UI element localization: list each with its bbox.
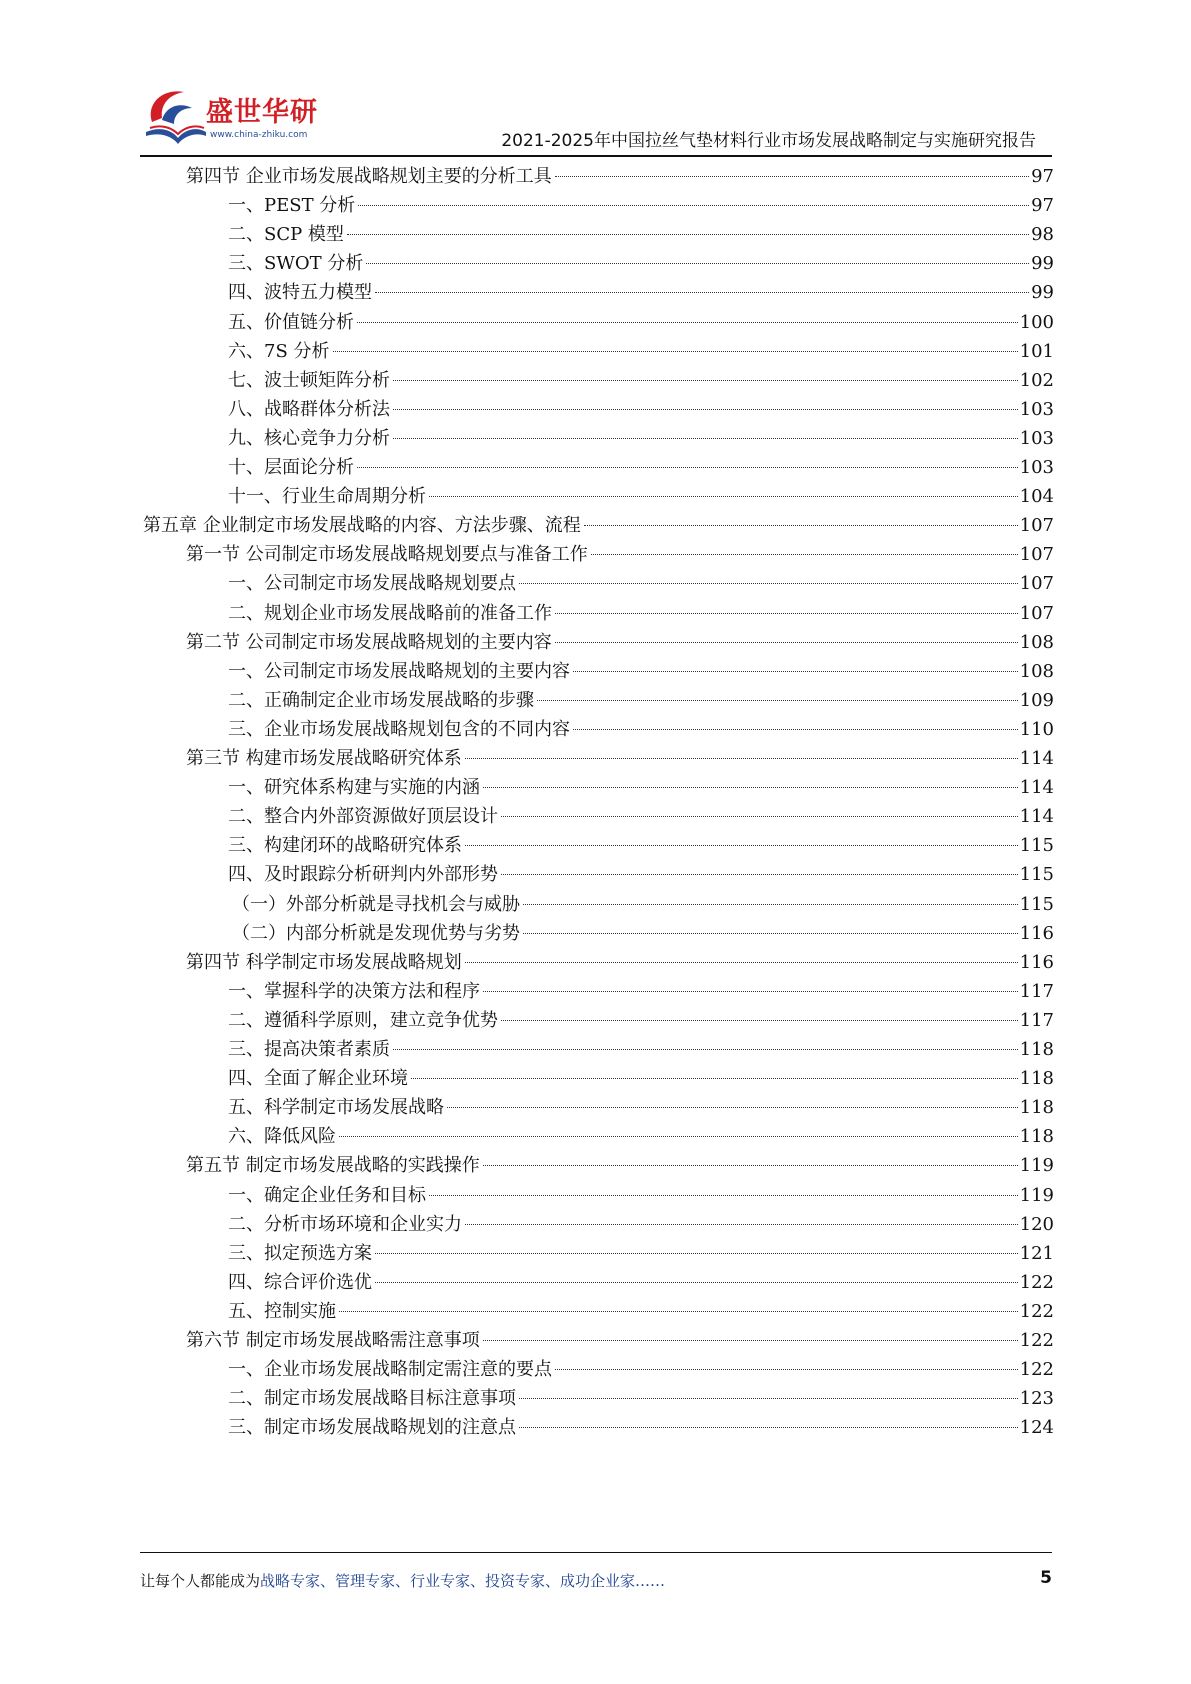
toc-entry-page: 115 bbox=[1019, 893, 1054, 915]
toc-entry[interactable] bbox=[186, 1326, 1054, 1354]
toc-entry-label: 三、提高决策者素质 bbox=[228, 1039, 390, 1060]
company-logo bbox=[140, 82, 318, 148]
toc-entry[interactable] bbox=[228, 802, 1054, 830]
toc-entry-label: 二、正确制定企业市场发展战略的步骤 bbox=[228, 689, 534, 711]
toc-dot-leader bbox=[501, 816, 1018, 817]
toc-entry-page: 110 bbox=[1019, 718, 1054, 740]
toc-dot-leader bbox=[465, 758, 1018, 759]
toc-dot-leader bbox=[347, 234, 1029, 235]
toc-dot-leader bbox=[501, 1020, 1018, 1021]
toc-entry-label: 三、SWOT 分析 bbox=[228, 253, 364, 275]
toc-entry[interactable] bbox=[228, 773, 1054, 801]
toc-entry-label: 六、降低风险 bbox=[228, 1126, 336, 1148]
toc-entry[interactable] bbox=[228, 249, 1054, 277]
toc-dot-leader bbox=[584, 525, 1018, 526]
toc-entry-label: 三、企业市场发展战略规划包含的不同内容 bbox=[228, 718, 570, 740]
toc-entry[interactable] bbox=[228, 1413, 1054, 1441]
toc-entry[interactable] bbox=[228, 715, 1054, 743]
toc-entry-page: 119 bbox=[1019, 1155, 1054, 1177]
toc-dot-leader bbox=[375, 1282, 1018, 1283]
toc-entry[interactable] bbox=[186, 948, 1054, 976]
toc-entry-page: 123 bbox=[1019, 1388, 1054, 1410]
report-title: 2021-2025年中国拉丝气垫材料行业市场发展战略制定与实施研究报告 bbox=[501, 131, 1036, 151]
toc-entry-label: 第四节 企业市场发展战略规划主要的分析工具 bbox=[186, 166, 552, 187]
toc-entry-label: 一、掌握科学的决策方法和程序 bbox=[228, 980, 480, 1002]
toc-entry-page: 108 bbox=[1019, 631, 1054, 653]
toc-entry[interactable] bbox=[228, 860, 1054, 888]
toc-entry[interactable] bbox=[228, 1122, 1054, 1150]
toc-dot-leader bbox=[393, 1049, 1018, 1050]
toc-entry[interactable] bbox=[228, 1064, 1054, 1092]
toc-entry-label: （一）外部分析就是寻找机会与威胁 bbox=[232, 893, 520, 915]
toc-dot-leader bbox=[465, 962, 1018, 963]
toc-entry[interactable] bbox=[228, 191, 1054, 219]
toc-entry-page: 103 bbox=[1019, 427, 1054, 449]
toc-entry-label: 一、公司制定市场发展战略规划的主要内容 bbox=[228, 660, 570, 682]
toc-entry-page: 103 bbox=[1019, 398, 1054, 420]
toc-entry[interactable] bbox=[186, 744, 1054, 772]
toc-entry[interactable] bbox=[228, 308, 1054, 336]
toc-entry[interactable] bbox=[186, 162, 1054, 190]
toc-entry[interactable] bbox=[228, 831, 1054, 859]
page-footer bbox=[140, 1570, 1052, 1591]
toc-dot-leader bbox=[555, 613, 1018, 614]
toc-entry-label: 八、战略群体分析法 bbox=[228, 398, 390, 420]
toc-entry-page: 107 bbox=[1019, 602, 1054, 624]
toc-dot-leader bbox=[339, 1136, 1018, 1137]
toc-dot-leader bbox=[555, 1369, 1018, 1370]
footer-slogan-accent: 战略专家、管理专家、行业专家、投资专家、成功企业家…… bbox=[260, 1572, 666, 1590]
toc-entry-label: 二、分析市场环境和企业实力 bbox=[228, 1213, 462, 1235]
toc-entry-page: 107 bbox=[1019, 515, 1054, 537]
toc-entry-page: 124 bbox=[1019, 1417, 1054, 1439]
header-divider bbox=[140, 155, 1052, 157]
toc-dot-leader bbox=[339, 1311, 1018, 1312]
toc-entry[interactable] bbox=[228, 1384, 1054, 1412]
toc-entry-page: 97 bbox=[1031, 195, 1054, 217]
toc-dot-leader bbox=[591, 554, 1018, 555]
toc-entry[interactable] bbox=[228, 1210, 1054, 1238]
toc-entry[interactable] bbox=[228, 1268, 1054, 1296]
toc-dot-leader bbox=[393, 438, 1018, 439]
toc-entry-page: 118 bbox=[1019, 1126, 1054, 1148]
toc-entry[interactable] bbox=[228, 657, 1054, 685]
toc-dot-leader bbox=[429, 496, 1018, 497]
toc-entry-label: 四、及时跟踪分析研判内外部形势 bbox=[228, 864, 498, 886]
toc-entry[interactable] bbox=[186, 628, 1054, 656]
toc-entry-page: 115 bbox=[1019, 835, 1054, 857]
toc-dot-leader bbox=[555, 642, 1018, 643]
toc-entry-label: 第五章 企业制定市场发展战略的内容、方法步骤、流程 bbox=[143, 515, 581, 537]
toc-dot-leader bbox=[357, 467, 1018, 468]
toc-entry-page: 114 bbox=[1019, 806, 1054, 828]
toc-entry-label: 五、控制实施 bbox=[228, 1300, 336, 1322]
toc-entry-page: 121 bbox=[1019, 1242, 1054, 1264]
toc-dot-leader bbox=[537, 700, 1018, 701]
toc-dot-leader bbox=[519, 1427, 1018, 1428]
footer-divider bbox=[140, 1552, 1052, 1553]
toc-entry-page: 117 bbox=[1019, 980, 1054, 1002]
toc-entry-page: 122 bbox=[1019, 1300, 1054, 1322]
footer-slogan-lead: 让每个人都能成为 bbox=[140, 1572, 261, 1590]
toc-entry-page: 107 bbox=[1019, 544, 1054, 566]
toc-entry-label: 三、构建闭环的战略研究体系 bbox=[228, 835, 462, 857]
toc-entry-label: 一、确定企业任务和目标 bbox=[228, 1184, 426, 1206]
toc-entry-label: 四、综合评价选优 bbox=[228, 1271, 372, 1293]
toc-entry-page: 99 bbox=[1031, 282, 1054, 304]
toc-entry[interactable] bbox=[228, 1355, 1054, 1383]
toc-entry[interactable] bbox=[228, 453, 1054, 481]
toc-dot-leader bbox=[523, 933, 1018, 934]
toc-entry[interactable] bbox=[228, 1181, 1054, 1209]
toc-entry[interactable] bbox=[228, 599, 1054, 627]
toc-entry[interactable] bbox=[228, 1239, 1054, 1267]
toc-entry-page: 122 bbox=[1019, 1271, 1054, 1293]
toc-entry[interactable] bbox=[186, 1151, 1054, 1179]
toc-entry-label: 第二节 公司制定市场发展战略规划的主要内容 bbox=[186, 631, 552, 653]
toc-entry-page: 122 bbox=[1019, 1359, 1054, 1381]
toc-dot-leader bbox=[411, 1078, 1018, 1079]
toc-dot-leader bbox=[375, 1253, 1018, 1254]
toc-entry-label: 二、规划企业市场发展战略前的准备工作 bbox=[228, 602, 552, 624]
toc-entry-label: 十、层面论分析 bbox=[228, 457, 354, 478]
toc-entry[interactable] bbox=[186, 540, 1054, 568]
toc-entry[interactable] bbox=[143, 511, 1054, 539]
toc-entry-label: 一、研究体系构建与实施的内涵 bbox=[228, 777, 480, 799]
toc-dot-leader bbox=[483, 1165, 1018, 1166]
toc-dot-leader bbox=[483, 991, 1018, 992]
toc-entry[interactable] bbox=[228, 686, 1054, 714]
toc-entry-label: 四、全面了解企业环境 bbox=[228, 1068, 408, 1090]
toc-dot-leader bbox=[519, 1398, 1018, 1399]
toc-entry-page: 100 bbox=[1019, 311, 1054, 333]
toc-entry-label: 二、制定市场发展战略目标注意事项 bbox=[228, 1388, 516, 1410]
toc-dot-leader bbox=[465, 1224, 1018, 1225]
toc-entry-label: 一、公司制定市场发展战略规划要点 bbox=[228, 573, 516, 595]
toc-entry-label: 五、价值链分析 bbox=[228, 311, 354, 333]
page-header bbox=[0, 0, 1191, 160]
toc-entry-label: 十一、行业生命周期分析 bbox=[228, 486, 426, 508]
toc-entry-label: 第三节 构建市场发展战略研究体系 bbox=[186, 748, 462, 769]
toc-entry-label: 一、PEST 分析 bbox=[228, 195, 356, 217]
toc-dot-leader bbox=[573, 729, 1018, 730]
toc-entry-page: 116 bbox=[1019, 922, 1054, 944]
toc-entry-label: 二、SCP 模型 bbox=[228, 224, 344, 246]
toc-entry[interactable] bbox=[228, 337, 1054, 365]
toc-entry[interactable] bbox=[228, 1093, 1054, 1121]
toc-entry[interactable] bbox=[228, 1035, 1054, 1063]
toc-entry-label: （二）内部分析就是发现优势与劣势 bbox=[232, 922, 520, 944]
toc-entry-page: 114 bbox=[1019, 748, 1054, 769]
toc-dot-leader bbox=[357, 322, 1018, 323]
toc-entry-label: 第四节 科学制定市场发展战略规划 bbox=[186, 951, 462, 973]
toc-entry-page: 115 bbox=[1019, 864, 1054, 886]
toc-entry-page: 103 bbox=[1019, 457, 1054, 478]
toc-entry-page: 102 bbox=[1019, 369, 1054, 391]
toc-dot-leader bbox=[573, 671, 1018, 672]
toc-dot-leader bbox=[429, 1195, 1018, 1196]
toc-entry[interactable] bbox=[228, 395, 1054, 423]
toc-dot-leader bbox=[393, 409, 1018, 410]
toc-entry[interactable] bbox=[228, 278, 1054, 306]
toc-dot-leader bbox=[523, 904, 1018, 905]
toc-dot-leader bbox=[501, 874, 1018, 875]
toc-entry[interactable] bbox=[232, 890, 1054, 918]
toc-entry-label: 二、遵循科学原则，建立竞争优势 bbox=[228, 1009, 498, 1031]
toc-entry[interactable] bbox=[228, 482, 1054, 510]
toc-entry-page: 118 bbox=[1019, 1097, 1054, 1119]
toc-entry-label: 七、波士顿矩阵分析 bbox=[228, 369, 390, 391]
toc-entry-label: 第五节 制定市场发展战略的实践操作 bbox=[186, 1155, 480, 1177]
toc-dot-leader bbox=[483, 1340, 1018, 1341]
toc-entry-page: 118 bbox=[1019, 1068, 1054, 1090]
toc-entry[interactable] bbox=[228, 1006, 1054, 1034]
toc-entry[interactable] bbox=[232, 919, 1054, 947]
toc-entry-label: 三、拟定预选方案 bbox=[228, 1242, 372, 1264]
brand-name: 盛世华研 bbox=[206, 97, 318, 128]
toc-dot-leader bbox=[465, 845, 1018, 846]
toc-entry-page: 101 bbox=[1019, 340, 1054, 362]
brand-url: www.china-zhiku.com bbox=[210, 130, 308, 140]
toc-entry[interactable] bbox=[228, 977, 1054, 1005]
toc-entry[interactable] bbox=[228, 220, 1054, 248]
toc-entry[interactable] bbox=[228, 366, 1054, 394]
toc-entry-page: 104 bbox=[1019, 486, 1054, 508]
toc-dot-leader bbox=[447, 1107, 1018, 1108]
toc-entry-label: 第一节 公司制定市场发展战略规划要点与准备工作 bbox=[186, 544, 588, 566]
toc-entry-page: 108 bbox=[1019, 660, 1054, 682]
toc-entry-label: 三、制定市场发展战略规划的注意点 bbox=[228, 1417, 516, 1439]
toc-entry-label: 六、7S 分析 bbox=[228, 340, 330, 362]
toc-dot-leader bbox=[519, 583, 1018, 584]
toc-entry-page: 120 bbox=[1019, 1213, 1054, 1235]
page-number: 5 bbox=[1040, 1568, 1052, 1588]
toc-entry-page: 116 bbox=[1019, 951, 1054, 973]
toc-entry-label: 一、企业市场发展战略制定需注意的要点 bbox=[228, 1359, 552, 1381]
toc-entry-page: 97 bbox=[1031, 166, 1054, 187]
toc-dot-leader bbox=[555, 176, 1029, 177]
toc-entry-label: 第六节 制定市场发展战略需注意事项 bbox=[186, 1330, 480, 1351]
toc-entry-page: 117 bbox=[1019, 1009, 1054, 1031]
toc-entry-page: 122 bbox=[1019, 1330, 1054, 1351]
toc-entry-page: 107 bbox=[1019, 573, 1054, 595]
toc-entry[interactable] bbox=[228, 424, 1054, 452]
toc-entry-page: 118 bbox=[1019, 1039, 1054, 1060]
toc-dot-leader bbox=[375, 292, 1029, 293]
toc-dot-leader bbox=[366, 263, 1029, 264]
logo-emblem-icon bbox=[140, 82, 210, 148]
toc-entry-label: 二、整合内外部资源做好顶层设计 bbox=[228, 806, 498, 828]
toc-entry[interactable] bbox=[228, 569, 1054, 597]
toc-entry-label: 五、科学制定市场发展战略 bbox=[228, 1097, 444, 1119]
toc-entry-page: 109 bbox=[1019, 689, 1054, 711]
toc-entry-label: 九、核心竞争力分析 bbox=[228, 427, 390, 449]
toc-entry[interactable] bbox=[228, 1297, 1054, 1325]
toc-entry-label: 四、波特五力模型 bbox=[228, 282, 372, 304]
toc-entry-page: 98 bbox=[1031, 224, 1054, 246]
toc-entry-page: 119 bbox=[1019, 1184, 1054, 1206]
toc-dot-leader bbox=[483, 787, 1018, 788]
toc-dot-leader bbox=[333, 351, 1018, 352]
toc-dot-leader bbox=[358, 205, 1029, 206]
toc-dot-leader bbox=[393, 380, 1018, 381]
toc-entry-page: 114 bbox=[1019, 777, 1054, 799]
toc-entry-page: 99 bbox=[1031, 253, 1054, 275]
